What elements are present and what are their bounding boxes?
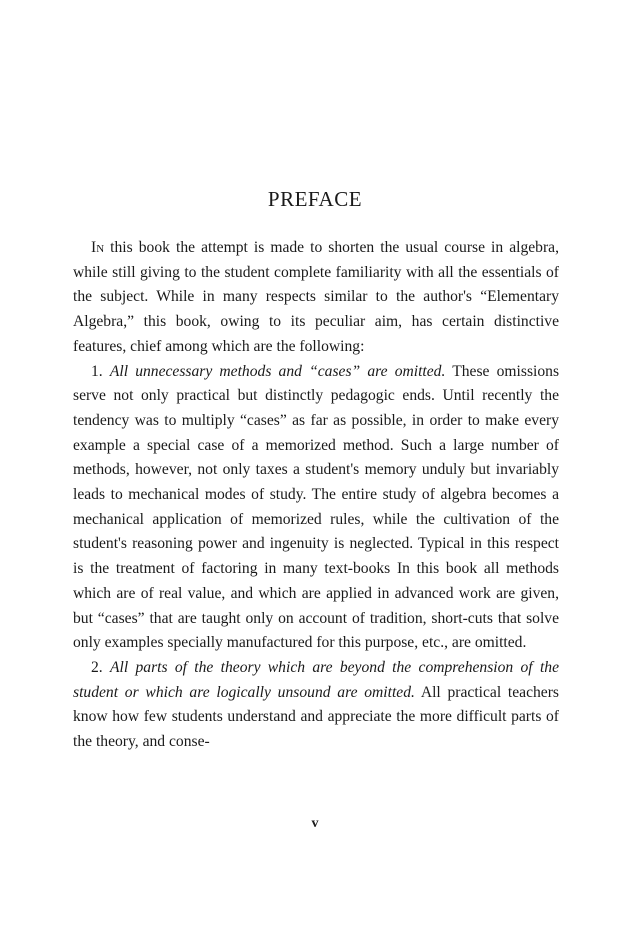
feature-heading: All parts of the theory which are beyond the comprehension of the student or which are logically unsound are omitted. <box>73 658 559 701</box>
preface-body <box>73 236 559 755</box>
paragraph-text: These omissions serve not only practical but distinctly pedagogic ends. Until recently the tendency was to multiply “cases” as far as possible, in order to make every example a special case of a memorized method. Such a large number of methods, however, not only taxes a student's memory unduly but invariably leads to mechanical modes of study. The entire study of algebra becomes a mechanical application of memorized rules, while the cultivation of the student's reasoning power and ingenuity is neglected. Typical in this respect is the treatment of factoring in many text-books In this book all methods which are of real value, and which are applied in advanced work are given, but “cases” that are taught only on account of tradition, short-cuts that solve only examples specially manufactured for this purpose, etc., are omitted. <box>73 362 560 652</box>
paragraph-text: this book the attempt is made to shorten the usual course in algebra, while still giving to the student complete familiarity with all the essentials of the subject. While in many respects similar to the author's “Elementary Algebra,” this book, owing to its peculiar aim, has certain distinctive features, chief among which are the following: <box>73 239 559 355</box>
page-number: v <box>311 816 319 831</box>
paragraph-text: All practical teachers know how few students understand and appreciate the more difficult parts of the theory, and conse- <box>73 683 559 751</box>
dropcap-word: In <box>91 239 105 256</box>
paragraph-feature-1 <box>73 360 559 656</box>
list-number: 1. <box>91 362 103 380</box>
feature-heading: All unnecessary methods and “cases” are omitted. <box>109 362 446 380</box>
page-title: PREFACE <box>267 187 363 211</box>
list-number: 2. <box>91 658 103 676</box>
paragraph-intro <box>73 236 559 360</box>
paragraph-feature-2 <box>73 656 559 755</box>
